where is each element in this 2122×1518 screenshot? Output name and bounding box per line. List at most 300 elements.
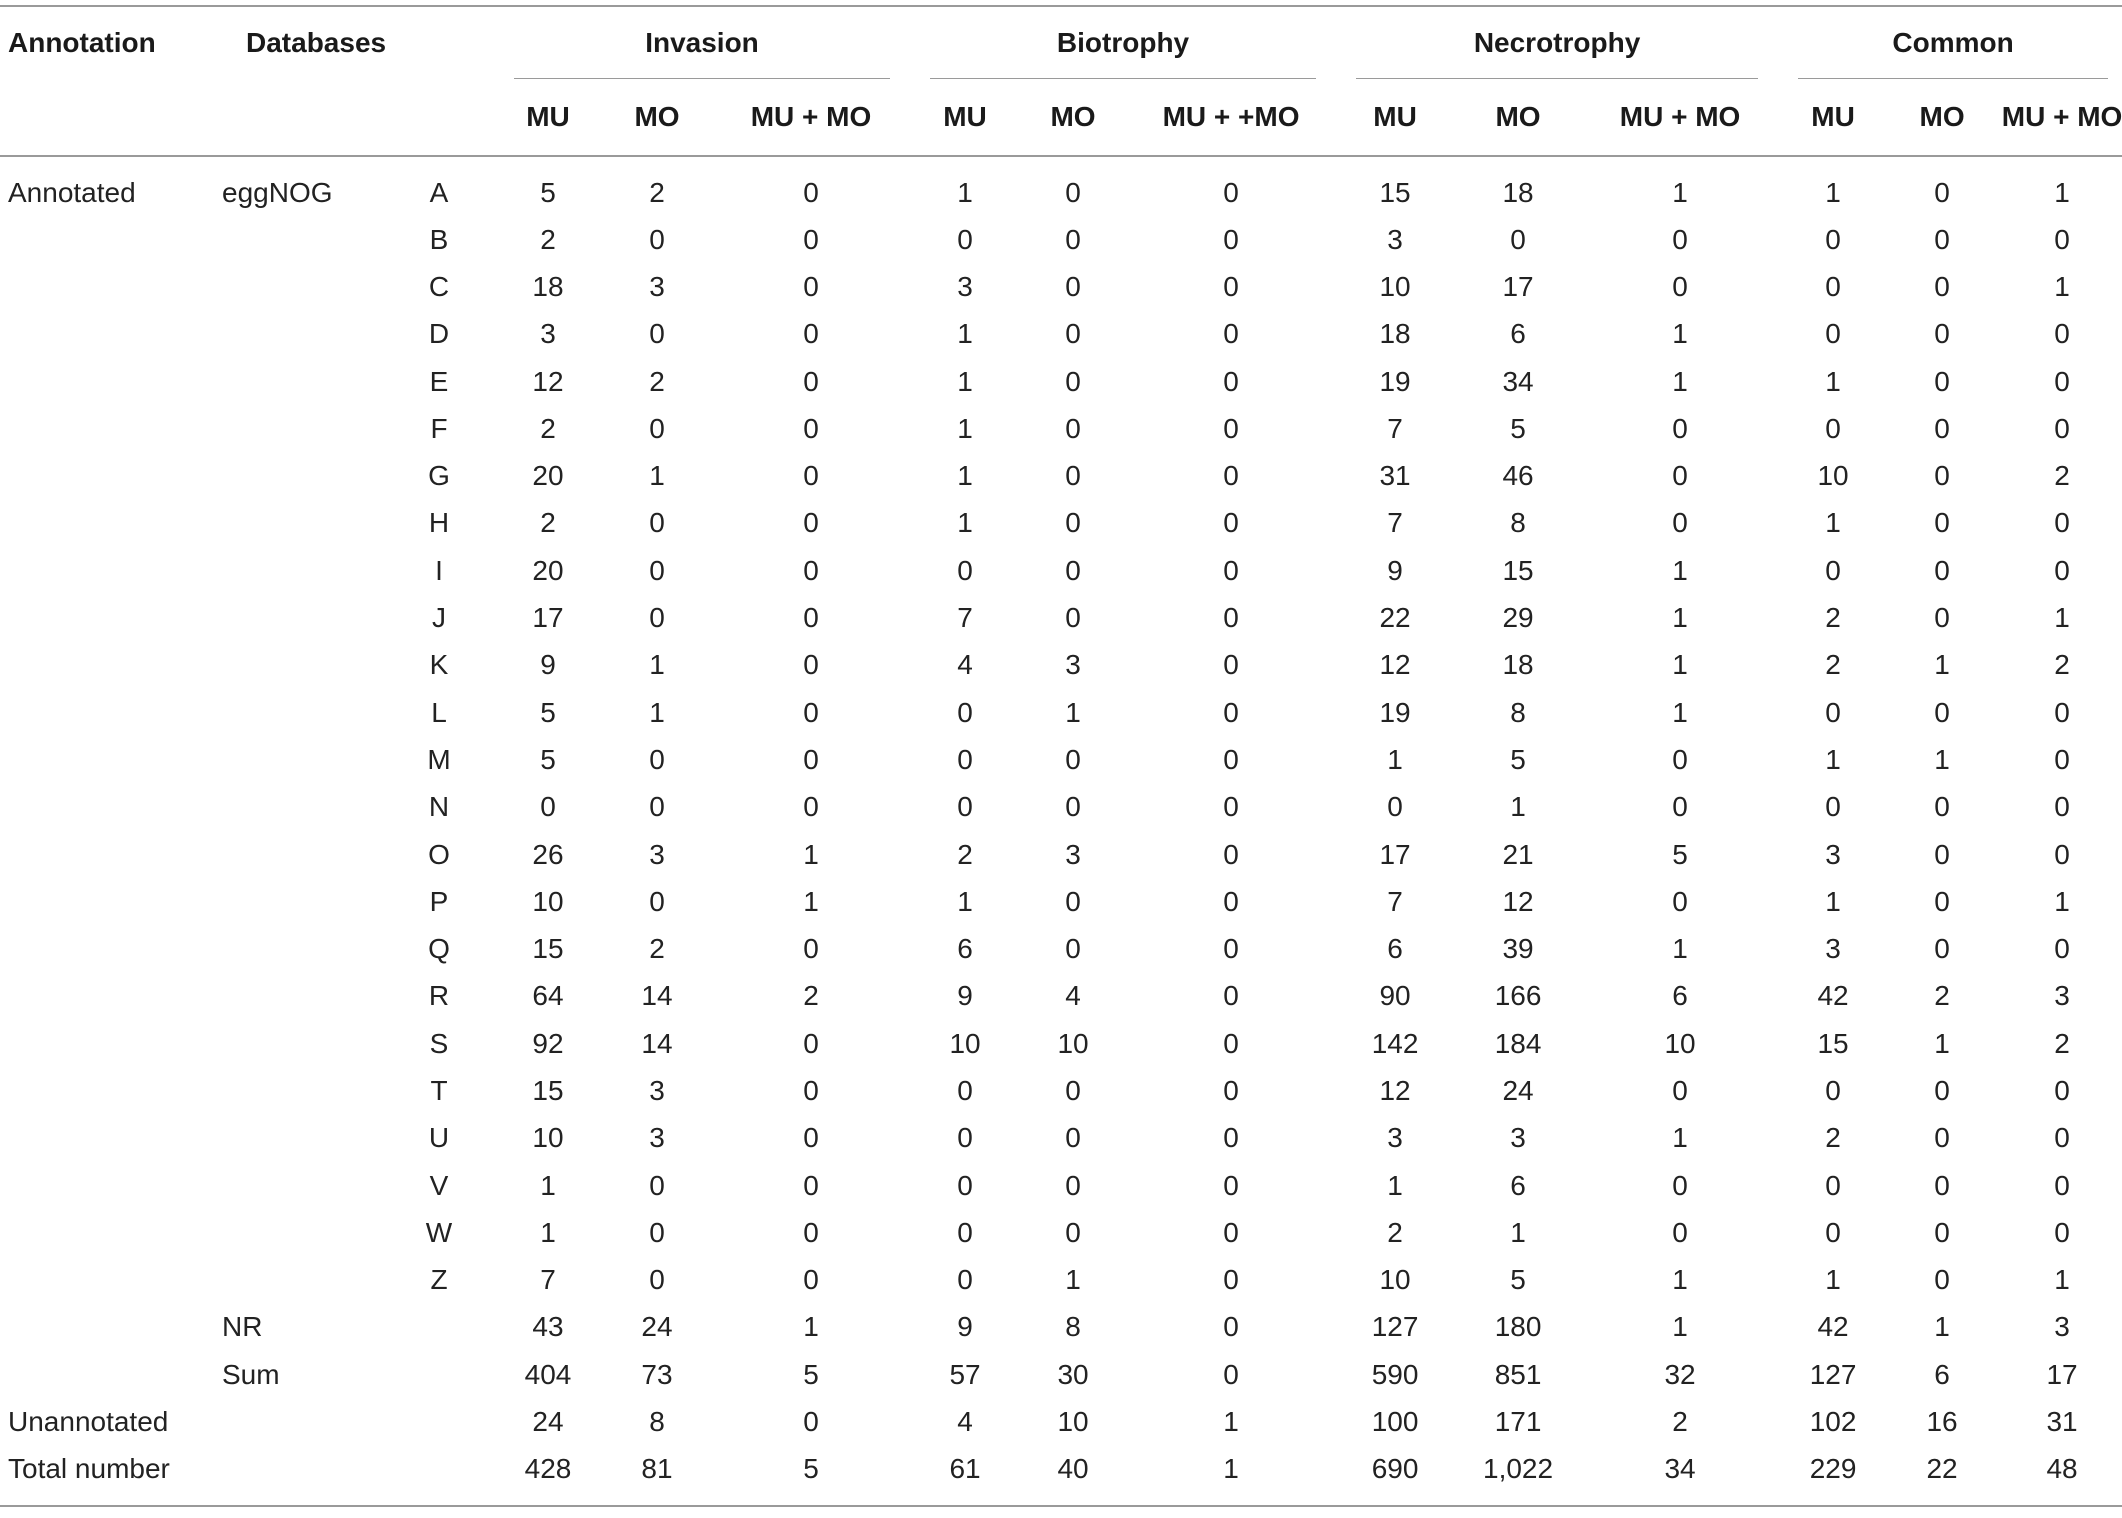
cell-value: 0 xyxy=(803,270,819,302)
cell-annotation xyxy=(0,358,210,405)
cell-value: 102 xyxy=(1809,1406,1857,1438)
cell-database xyxy=(210,358,384,405)
cell-value: 127 xyxy=(1809,1358,1857,1390)
cell-database: Sum xyxy=(222,1358,280,1390)
cell-value: 48 xyxy=(1996,1446,2122,1506)
cell-value: 690 xyxy=(1336,1446,1454,1506)
cell-value: 8 xyxy=(1510,696,1526,728)
table-row xyxy=(0,216,2122,263)
cell-database xyxy=(210,1257,384,1304)
cell-value: 4 xyxy=(957,1406,973,1438)
cell-value: 40 xyxy=(1020,1446,1126,1506)
cell-value: 0 xyxy=(957,1216,973,1248)
cell-value: 0 xyxy=(803,791,819,823)
cell-value: 2 xyxy=(803,980,819,1012)
cell-value: 1 xyxy=(1672,554,1688,586)
table-row xyxy=(0,1257,2122,1304)
cell-value: 0 xyxy=(649,1216,665,1248)
cell-value: 29 xyxy=(1502,602,1534,634)
cell-value: 18 xyxy=(1502,176,1534,208)
cell-annotation xyxy=(0,216,210,263)
cell-value: 0 xyxy=(2054,1169,2070,1201)
subheader-biotrophy-mo: MO xyxy=(1050,101,1096,132)
cell-value: 1 xyxy=(803,885,819,917)
cell-value: 0 xyxy=(1223,885,1239,917)
cell-value: 0 xyxy=(649,791,665,823)
cell-value: 180 xyxy=(1494,1311,1542,1343)
cell-value: 0 xyxy=(2054,554,2070,586)
subheader-invasion-mo: MO xyxy=(634,101,680,132)
cell-value: 1 xyxy=(1672,649,1688,681)
cell-value: 0 xyxy=(803,1264,819,1296)
table-row xyxy=(0,925,2122,972)
cell-value: 0 xyxy=(649,554,665,586)
cell-value: 0 xyxy=(1934,696,1950,728)
cell-annotation xyxy=(0,1067,210,1114)
cell-value: 3 xyxy=(1387,223,1403,255)
cell-value: 10 xyxy=(532,885,564,917)
cell-value: 30 xyxy=(1057,1358,1089,1390)
cell-value: 0 xyxy=(2054,412,2070,444)
cell-value: 19 xyxy=(1379,365,1411,397)
cell-value: 12 xyxy=(1502,885,1534,917)
cell-value: 5 xyxy=(712,1446,910,1506)
cell-value: 0 xyxy=(1065,743,1081,775)
cell-value: 5 xyxy=(1510,412,1526,444)
table-row xyxy=(0,1398,2122,1445)
cell-value: 0 xyxy=(1223,318,1239,350)
cell-value: 0 xyxy=(957,1074,973,1106)
cell-value: 0 xyxy=(1223,791,1239,823)
cell-value: 16 xyxy=(1926,1406,1958,1438)
cell-value: 0 xyxy=(1934,1264,1950,1296)
cell-value: 0 xyxy=(1825,554,1841,586)
cell-value: 73 xyxy=(641,1358,673,1390)
cell-value: 2 xyxy=(2054,1027,2070,1059)
cell-value: 6 xyxy=(1510,318,1526,350)
cell-annotation xyxy=(0,452,210,499)
cell-category xyxy=(384,1446,494,1506)
cell-value: 0 xyxy=(957,223,973,255)
cell-database: eggNOG xyxy=(222,176,333,208)
cell-database xyxy=(210,784,384,831)
cell-value: 2 xyxy=(1825,649,1841,681)
annotation-table xyxy=(0,5,2122,1507)
subheader-necrotrophy-mu: MU xyxy=(1373,101,1417,132)
cell-value: 12 xyxy=(532,365,564,397)
cell-database: NR xyxy=(222,1311,263,1343)
cell-value: 3 xyxy=(1825,933,1841,965)
cell-annotation xyxy=(0,405,210,452)
cell-value: 24 xyxy=(1502,1074,1534,1106)
cell-value: 18 xyxy=(1379,318,1411,350)
cell-value: 10 xyxy=(1817,460,1849,492)
cell-value: 0 xyxy=(957,1122,973,1154)
cell-value: 0 xyxy=(1223,743,1239,775)
cell-value: 0 xyxy=(1934,412,1950,444)
cell-annotation xyxy=(0,973,210,1020)
cell-value: 1 xyxy=(1510,791,1526,823)
cell-value: 1 xyxy=(957,412,973,444)
cell-value: 1 xyxy=(1672,696,1688,728)
table-row xyxy=(0,1304,2122,1351)
cell-value: 0 xyxy=(1223,1264,1239,1296)
cell-value: 0 xyxy=(649,412,665,444)
cell-value: 57 xyxy=(949,1358,981,1390)
cell-value: 428 xyxy=(494,1446,602,1506)
cell-value: 0 xyxy=(2054,223,2070,255)
subheader-common-mu-mo: MU + MO xyxy=(2001,101,2122,132)
cell-value: 7 xyxy=(1387,412,1403,444)
cell-value: 43 xyxy=(532,1311,564,1343)
cell-value: 7 xyxy=(540,1264,556,1296)
cell-value: 0 xyxy=(803,1169,819,1201)
cell-value: 6 xyxy=(1510,1169,1526,1201)
cell-value: 15 xyxy=(532,933,564,965)
cell-value: 0 xyxy=(1223,507,1239,539)
cell-value: 851 xyxy=(1494,1358,1542,1390)
cell-value: 39 xyxy=(1502,933,1534,965)
cell-value: 2 xyxy=(1934,980,1950,1012)
cell-value: 9 xyxy=(957,980,973,1012)
cell-value: 0 xyxy=(803,743,819,775)
cell-value: 0 xyxy=(1065,1169,1081,1201)
cell-value: 1 xyxy=(957,318,973,350)
cell-value: 0 xyxy=(1510,223,1526,255)
cell-value: 0 xyxy=(1934,1074,1950,1106)
cell-category: J xyxy=(432,602,446,634)
cell-value: 6 xyxy=(1387,933,1403,965)
cell-value: 3 xyxy=(2054,1311,2070,1343)
table-row xyxy=(0,1020,2122,1067)
cell-value: 17 xyxy=(1502,270,1534,302)
table-row xyxy=(0,405,2122,452)
cell-database xyxy=(210,263,384,310)
cell-value: 1 xyxy=(649,460,665,492)
cell-value: 1 xyxy=(1825,743,1841,775)
cell-value: 0 xyxy=(1934,365,1950,397)
cell-category: A xyxy=(429,176,449,208)
cell-value: 2 xyxy=(540,412,556,444)
cell-value: 7 xyxy=(1387,507,1403,539)
cell-value: 1,022 xyxy=(1454,1446,1582,1506)
cell-value: 1 xyxy=(1672,933,1688,965)
cell-value: 8 xyxy=(649,1406,665,1438)
cell-database xyxy=(210,405,384,452)
cell-value: 7 xyxy=(1387,885,1403,917)
cell-value: 0 xyxy=(649,1264,665,1296)
cell-annotation xyxy=(0,1020,210,1067)
table-row xyxy=(0,263,2122,310)
cell-annotation xyxy=(0,642,210,689)
subheader-necrotrophy-mu-mo: MU + MO xyxy=(1619,101,1741,132)
cell-annotation xyxy=(0,736,210,783)
table-row xyxy=(0,784,2122,831)
table-row xyxy=(0,594,2122,641)
cell-value: 0 xyxy=(1934,460,1950,492)
cell-value: 0 xyxy=(649,885,665,917)
cell-value: 0 xyxy=(803,460,819,492)
cell-value: 17 xyxy=(2046,1358,2078,1390)
cell-value: 0 xyxy=(1223,176,1239,208)
cell-annotation xyxy=(0,1209,210,1256)
header-databases: Databases xyxy=(246,27,387,58)
cell-value: 46 xyxy=(1502,460,1534,492)
cell-value: 0 xyxy=(649,318,665,350)
cell-value: 26 xyxy=(532,838,564,870)
cell-value: 5 xyxy=(803,1358,819,1390)
table-row xyxy=(0,831,2122,878)
cell-value: 15 xyxy=(1379,176,1411,208)
cell-value: 2 xyxy=(649,176,665,208)
cell-value: 0 xyxy=(1065,791,1081,823)
cell-value: 0 xyxy=(957,1169,973,1201)
cell-value: 0 xyxy=(1825,223,1841,255)
cell-value: 17 xyxy=(1379,838,1411,870)
cell-value: 5 xyxy=(1672,838,1688,870)
cell-value: 0 xyxy=(1065,412,1081,444)
cell-value: 0 xyxy=(1223,980,1239,1012)
cell-value: 0 xyxy=(1672,507,1688,539)
cell-value: 0 xyxy=(1825,270,1841,302)
cell-value: 6 xyxy=(1672,980,1688,1012)
cell-value: 590 xyxy=(1371,1358,1419,1390)
header-annotation: Annotation xyxy=(8,27,156,58)
cell-category: S xyxy=(429,1027,449,1059)
cell-value: 2 xyxy=(2054,460,2070,492)
cell-value: 0 xyxy=(540,791,556,823)
cell-value: 0 xyxy=(803,176,819,208)
cell-value: 0 xyxy=(2054,696,2070,728)
cell-value: 10 xyxy=(1057,1406,1089,1438)
cell-value: 19 xyxy=(1379,696,1411,728)
cell-value: 0 xyxy=(1934,507,1950,539)
cell-database xyxy=(210,925,384,972)
cell-annotation xyxy=(0,1351,210,1398)
cell-value: 0 xyxy=(803,933,819,965)
cell-value: 17 xyxy=(532,602,564,634)
cell-value: 1 xyxy=(1825,1264,1841,1296)
table-row xyxy=(0,736,2122,783)
cell-value: 61 xyxy=(910,1446,1020,1506)
subheader-biotrophy-mu: MU xyxy=(943,101,987,132)
cell-value: 1 xyxy=(1825,176,1841,208)
cell-value: 5 xyxy=(540,743,556,775)
cell-value: 0 xyxy=(1672,460,1688,492)
cell-value: 166 xyxy=(1494,980,1542,1012)
cell-value: 0 xyxy=(1223,365,1239,397)
cell-value: 0 xyxy=(1223,1169,1239,1201)
cell-value: 2 xyxy=(540,223,556,255)
table-row xyxy=(0,358,2122,405)
cell-annotation xyxy=(0,784,210,831)
table-row xyxy=(0,1446,2122,1506)
cell-category: W xyxy=(425,1216,453,1248)
cell-annotation xyxy=(0,1257,210,1304)
cell-value: 0 xyxy=(1223,649,1239,681)
table-row xyxy=(0,500,2122,547)
cell-value: 0 xyxy=(2054,507,2070,539)
cell-value: 1 xyxy=(957,365,973,397)
cell-value: 3 xyxy=(1825,838,1841,870)
cell-value: 0 xyxy=(1065,602,1081,634)
table-row xyxy=(0,1162,2122,1209)
header-group-invasion: Invasion xyxy=(494,6,910,79)
cell-value: 0 xyxy=(649,602,665,634)
cell-value: 0 xyxy=(2054,1216,2070,1248)
cell-database xyxy=(210,1209,384,1256)
cell-value: 3 xyxy=(649,838,665,870)
cell-value: 42 xyxy=(1817,980,1849,1012)
cell-database xyxy=(210,311,384,358)
cell-value: 0 xyxy=(1672,1169,1688,1201)
cell-category: U xyxy=(428,1122,450,1154)
cell-value: 14 xyxy=(641,1027,673,1059)
cell-value: 0 xyxy=(803,1216,819,1248)
cell-value: 2 xyxy=(1825,1122,1841,1154)
cell-value: 1 xyxy=(803,838,819,870)
table-row xyxy=(0,1351,2122,1398)
cell-value: 6 xyxy=(957,933,973,965)
header-group-common: Common xyxy=(1778,6,2122,79)
cell-value: 5 xyxy=(540,696,556,728)
cell-category: H xyxy=(428,507,450,539)
cell-value: 22 xyxy=(1379,602,1411,634)
cell-value: 0 xyxy=(803,554,819,586)
cell-value: 0 xyxy=(1934,554,1950,586)
cell-value: 0 xyxy=(1825,412,1841,444)
cell-value: 0 xyxy=(803,696,819,728)
cell-value: 0 xyxy=(957,791,973,823)
cell-value: 2 xyxy=(957,838,973,870)
cell-value: 0 xyxy=(1825,1216,1841,1248)
cell-value: 127 xyxy=(1371,1311,1419,1343)
cell-value: 9 xyxy=(957,1311,973,1343)
cell-value: 3 xyxy=(649,270,665,302)
cell-value: 0 xyxy=(803,507,819,539)
cell-category: T xyxy=(430,1074,448,1106)
cell-value: 0 xyxy=(1223,412,1239,444)
cell-value: 0 xyxy=(1065,933,1081,965)
cell-annotation xyxy=(0,689,210,736)
cell-category: K xyxy=(429,649,449,681)
subheader-common-mu: MU xyxy=(1811,101,1855,132)
cell-value: 2 xyxy=(2054,649,2070,681)
cell-value: 0 xyxy=(1934,1169,1950,1201)
header-group-biotrophy: Biotrophy xyxy=(910,6,1336,79)
subheader-biotrophy-mu-mo: MU + +MO xyxy=(1162,101,1300,132)
cell-value: 0 xyxy=(1934,176,1950,208)
cell-annotation xyxy=(0,547,210,594)
cell-database xyxy=(210,878,384,925)
cell-value: 229 xyxy=(1778,1446,1888,1506)
cell-annotation: Unannotated xyxy=(8,1406,169,1438)
cell-value: 15 xyxy=(1817,1027,1849,1059)
cell-category: N xyxy=(428,791,450,823)
cell-annotation xyxy=(0,263,210,310)
cell-value: 0 xyxy=(1672,223,1688,255)
cell-value: 0 xyxy=(1934,933,1950,965)
cell-annotation xyxy=(0,878,210,925)
cell-annotation xyxy=(0,925,210,972)
cell-value: 0 xyxy=(1825,1169,1841,1201)
cell-value: 0 xyxy=(1934,1122,1950,1154)
cell-database xyxy=(210,1020,384,1067)
cell-database xyxy=(210,452,384,499)
cell-value: 3 xyxy=(1065,649,1081,681)
cell-value: 0 xyxy=(1223,460,1239,492)
table-row xyxy=(0,547,2122,594)
cell-value: 10 xyxy=(949,1027,981,1059)
cell-value: 0 xyxy=(1934,1216,1950,1248)
cell-value: 1 xyxy=(1387,1169,1403,1201)
cell-value: 1 xyxy=(2054,176,2070,208)
cell-value: 0 xyxy=(803,365,819,397)
cell-value: 14 xyxy=(641,980,673,1012)
cell-value: 1 xyxy=(540,1216,556,1248)
cell-category: D xyxy=(428,318,450,350)
cell-value: 0 xyxy=(1934,602,1950,634)
cell-value: 3 xyxy=(540,318,556,350)
cell-value: 0 xyxy=(1223,696,1239,728)
cell-value: 0 xyxy=(1825,791,1841,823)
cell-value: 0 xyxy=(957,696,973,728)
cell-value: 0 xyxy=(1223,554,1239,586)
table-row xyxy=(0,1115,2122,1162)
cell-value: 1 xyxy=(1065,1264,1081,1296)
cell-value: 0 xyxy=(1672,412,1688,444)
cell-value: 0 xyxy=(803,412,819,444)
cell-value: 0 xyxy=(803,1027,819,1059)
cell-value: 1 xyxy=(957,507,973,539)
cell-value: 0 xyxy=(1065,365,1081,397)
cell-value: 0 xyxy=(1223,838,1239,870)
cell-value: 0 xyxy=(2054,933,2070,965)
cell-value: 3 xyxy=(649,1074,665,1106)
cell-value: 1 xyxy=(649,649,665,681)
cell-value: 0 xyxy=(1387,791,1403,823)
cell-value: 100 xyxy=(1371,1406,1419,1438)
cell-value: 0 xyxy=(1672,270,1688,302)
cell-annotation xyxy=(0,1304,210,1351)
cell-value: 1 xyxy=(1672,1122,1688,1154)
cell-value: 4 xyxy=(1065,980,1081,1012)
cell-value: 0 xyxy=(1934,318,1950,350)
cell-annotation xyxy=(0,500,210,547)
subheader-necrotrophy-mo: MO xyxy=(1495,101,1541,132)
cell-value: 9 xyxy=(1387,554,1403,586)
cell-value: 1 xyxy=(2054,270,2070,302)
cell-value: 10 xyxy=(1057,1027,1089,1059)
cell-value: 0 xyxy=(649,1169,665,1201)
cell-value: 18 xyxy=(532,270,564,302)
cell-value: 0 xyxy=(1065,318,1081,350)
cell-value: 2 xyxy=(1825,602,1841,634)
cell-value: 0 xyxy=(957,554,973,586)
cell-value: 42 xyxy=(1817,1311,1849,1343)
cell-annotation: Total number xyxy=(0,1446,210,1506)
cell-value: 0 xyxy=(1065,507,1081,539)
cell-value: 1 xyxy=(1672,602,1688,634)
table-header xyxy=(0,6,2122,156)
cell-value: 1 xyxy=(1672,318,1688,350)
cell-value: 0 xyxy=(1223,223,1239,255)
cell-value: 20 xyxy=(532,460,564,492)
cell-category: O xyxy=(428,838,450,870)
cell-value: 0 xyxy=(1065,554,1081,586)
cell-value: 0 xyxy=(2054,1122,2070,1154)
cell-value: 0 xyxy=(803,1074,819,1106)
